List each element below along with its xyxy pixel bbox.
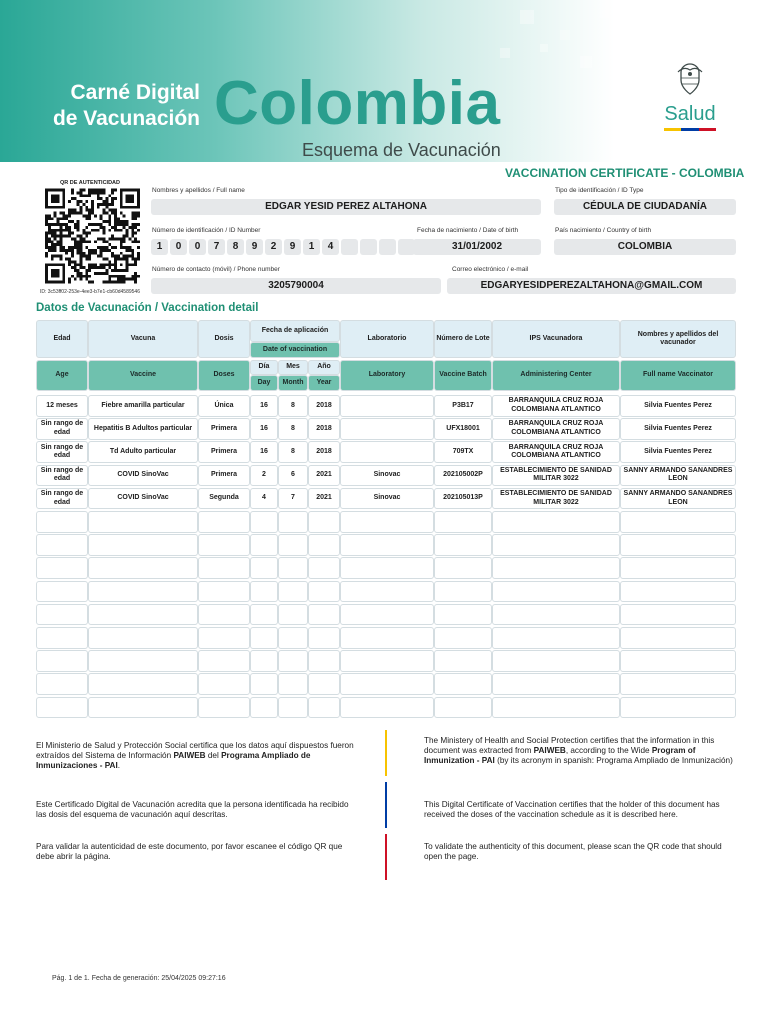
table-cell-dosis: Primera bbox=[198, 441, 250, 463]
footer-es-3: Para validar la autenticidad de este documento, por favor escanee el código QR que debe abrir la página. bbox=[36, 842, 343, 861]
idnum-label: Número de identificación / ID Number bbox=[152, 227, 261, 234]
id-number-digits bbox=[151, 239, 434, 255]
table-cell-dosis bbox=[198, 697, 250, 719]
table-cell-dia bbox=[250, 511, 278, 533]
footer-en-1: The Ministery of Health and Social Protection certifies that the information in this document was extracted from PAIWEB, according to the Wide Program of Inmunization - PAI (by its acronym in spanish: Programa Ampliado de Inmunización) bbox=[424, 736, 733, 765]
th-doses: Doses bbox=[198, 360, 250, 391]
table-cell-vacuna bbox=[88, 627, 198, 649]
th-lote: Número de Lote bbox=[434, 320, 492, 358]
table-cell-dosis bbox=[198, 627, 250, 649]
table-cell-ano bbox=[308, 534, 340, 556]
table-cell-edad bbox=[36, 557, 88, 579]
table-cell-dia: 4 bbox=[250, 488, 278, 510]
table-cell-dia bbox=[250, 697, 278, 719]
table-cell-vacuna: Td Adulto particular bbox=[88, 441, 198, 463]
table-cell-ano bbox=[308, 650, 340, 672]
table-cell-ano bbox=[308, 697, 340, 719]
qr-label: QR DE AUTENTICIDAD bbox=[60, 180, 120, 186]
table-cell-dia: 16 bbox=[250, 441, 278, 463]
table-cell-dia bbox=[250, 673, 278, 695]
flag-stripe bbox=[664, 128, 716, 131]
footer-es-2: Este Certificado Digital de Vacunación acredita que la persona identificada ha recibido las dosis del esquema de vacunación aquí descritas. bbox=[36, 800, 349, 819]
table-cell-vacunador bbox=[620, 650, 736, 672]
table-cell-edad bbox=[36, 673, 88, 695]
th-vaccinator: Full name Vaccinator bbox=[620, 360, 736, 391]
table-cell-lote bbox=[434, 697, 492, 719]
table-cell-dia bbox=[250, 534, 278, 556]
footer-en-3: To validate the authenticity of this document, please scan the QR code that should open the page. bbox=[424, 842, 722, 861]
birth-date-field: 31/01/2002 bbox=[413, 239, 541, 255]
phone-field: 3205790004 bbox=[151, 278, 441, 294]
id-type-field: CÉDULA DE CIUDADANÍA bbox=[554, 199, 736, 215]
table-cell-ips: BARRANQUILA CRUZ ROJA COLOMBIANA ATLANTICO bbox=[492, 418, 620, 440]
table-cell-lab bbox=[340, 441, 434, 463]
table-cell-ano bbox=[308, 511, 340, 533]
header-banner bbox=[0, 0, 768, 162]
table-cell-dia bbox=[250, 627, 278, 649]
table-cell-mes bbox=[278, 650, 308, 672]
table-cell-vacuna: COVID SinoVac bbox=[88, 488, 198, 510]
table-cell-dia: 16 bbox=[250, 418, 278, 440]
table-cell-lote: 202105013P bbox=[434, 488, 492, 510]
id-digit: 4 bbox=[322, 239, 339, 255]
table-cell-dosis bbox=[198, 534, 250, 556]
generation-date: Pág. 1 de 1. Fecha de generación: 25/04/2025 09:27:16 bbox=[52, 975, 226, 982]
table-cell-ips bbox=[492, 697, 620, 719]
table-cell-ips bbox=[492, 650, 620, 672]
table-cell-vacunador: SANNY ARMANDO SANANDRES LEON bbox=[620, 488, 736, 510]
table-cell-dosis: Primera bbox=[198, 465, 250, 487]
th-mes: Mes bbox=[278, 360, 308, 375]
salud-logo: Salud bbox=[660, 62, 720, 134]
table-cell-vacunador bbox=[620, 557, 736, 579]
id-digit: 7 bbox=[208, 239, 225, 255]
table-cell-vacuna bbox=[88, 650, 198, 672]
id-digit bbox=[379, 239, 396, 255]
table-cell-ano bbox=[308, 627, 340, 649]
qr-code-icon[interactable] bbox=[45, 187, 140, 285]
table-cell-ano: 2018 bbox=[308, 441, 340, 463]
table-cell-ips bbox=[492, 581, 620, 603]
country-label: País nacimiento / Country of birth bbox=[555, 227, 652, 234]
country-field: COLOMBIA bbox=[554, 239, 736, 255]
th-year: Year bbox=[308, 375, 340, 391]
th-vacunador: Nombres y apellidos del vacunador bbox=[620, 320, 736, 358]
email-label: Correo electrónico / e-mail bbox=[452, 266, 529, 273]
header-title-small: Carné Digital de Vacunación bbox=[52, 81, 200, 130]
table-cell-vacuna: Hepatitis B Adultos particular bbox=[88, 418, 198, 440]
table-cell-vacuna bbox=[88, 534, 198, 556]
table-cell-edad bbox=[36, 604, 88, 626]
id-digit: 9 bbox=[246, 239, 263, 255]
table-cell-vacuna bbox=[88, 581, 198, 603]
id-digit: 0 bbox=[189, 239, 206, 255]
table-cell-lab bbox=[340, 418, 434, 440]
idtype-label: Tipo de identificación / ID Type bbox=[555, 187, 644, 194]
id-digit: 0 bbox=[170, 239, 187, 255]
table-cell-lote bbox=[434, 673, 492, 695]
table-cell-mes bbox=[278, 697, 308, 719]
table-cell-edad bbox=[36, 697, 88, 719]
table-cell-lab bbox=[340, 627, 434, 649]
table-cell-lote bbox=[434, 534, 492, 556]
table-cell-lab bbox=[340, 534, 434, 556]
table-cell-ips bbox=[492, 627, 620, 649]
section-title: Datos de Vacunación / Vaccination detail bbox=[36, 302, 259, 314]
table-cell-edad: Sin rango de edad bbox=[36, 488, 88, 510]
table-cell-vacunador: Silvia Fuentes Perez bbox=[620, 395, 736, 417]
id-digit bbox=[360, 239, 377, 255]
table-cell-lote: 709TX bbox=[434, 441, 492, 463]
table-cell-edad: Sin rango de edad bbox=[36, 465, 88, 487]
table-cell-mes: 8 bbox=[278, 418, 308, 440]
full-name-field: EDGAR YESID PEREZ ALTAHONA bbox=[151, 199, 541, 215]
table-cell-lab bbox=[340, 581, 434, 603]
table-cell-ips bbox=[492, 673, 620, 695]
table-cell-dosis bbox=[198, 511, 250, 533]
table-cell-ips: BARRANQUILA CRUZ ROJA COLOMBIANA ATLANTICO bbox=[492, 441, 620, 463]
divider-blue bbox=[385, 782, 387, 828]
table-cell-lote: UFX18001 bbox=[434, 418, 492, 440]
th-laboratorio: Laboratorio bbox=[340, 320, 434, 358]
table-cell-vacuna: Fiebre amarilla particular bbox=[88, 395, 198, 417]
table-cell-lote bbox=[434, 557, 492, 579]
table-cell-edad bbox=[36, 627, 88, 649]
table-cell-mes: 8 bbox=[278, 395, 308, 417]
table-cell-vacuna bbox=[88, 604, 198, 626]
table-cell-mes bbox=[278, 557, 308, 579]
table-cell-ips: ESTABLECIMIENTO DE SANIDAD MILITAR 3022 bbox=[492, 465, 620, 487]
coat-of-arms-icon bbox=[675, 62, 705, 98]
birth-label: Fecha de nacimiento / Date of birth bbox=[417, 227, 519, 234]
th-fecha-sub: Date of vaccination bbox=[250, 342, 340, 358]
table-cell-ips bbox=[492, 604, 620, 626]
table-cell-vacunador: SANNY ARMANDO SANANDRES LEON bbox=[620, 465, 736, 487]
table-cell-edad: Sin rango de edad bbox=[36, 441, 88, 463]
header-country: Colombia bbox=[214, 69, 501, 138]
table-cell-vacuna bbox=[88, 673, 198, 695]
table-cell-dia: 2 bbox=[250, 465, 278, 487]
table-cell-ano: 2021 bbox=[308, 465, 340, 487]
phone-label: Número de contacto (móvil) / Phone number bbox=[152, 266, 280, 273]
table-cell-dosis bbox=[198, 650, 250, 672]
table-cell-edad bbox=[36, 650, 88, 672]
table-cell-dia bbox=[250, 557, 278, 579]
table-cell-lote bbox=[434, 650, 492, 672]
certificate-title: VACCINATION CERTIFICATE - COLOMBIA bbox=[505, 166, 745, 180]
th-fecha: Fecha de aplicación bbox=[250, 320, 340, 342]
table-cell-vacunador bbox=[620, 697, 736, 719]
table-cell-ano: 2018 bbox=[308, 395, 340, 417]
table-cell-edad: Sin rango de edad bbox=[36, 418, 88, 440]
table-cell-dia bbox=[250, 604, 278, 626]
table-cell-dosis: Única bbox=[198, 395, 250, 417]
table-cell-mes: 6 bbox=[278, 465, 308, 487]
table-cell-ano bbox=[308, 581, 340, 603]
id-digit: 1 bbox=[151, 239, 168, 255]
table-cell-vacunador: Silvia Fuentes Perez bbox=[620, 441, 736, 463]
table-cell-vacunador bbox=[620, 627, 736, 649]
table-cell-lote: 202105002P bbox=[434, 465, 492, 487]
divider-yellow bbox=[385, 730, 387, 776]
table-cell-edad bbox=[36, 511, 88, 533]
table-cell-mes bbox=[278, 673, 308, 695]
th-batch: Vaccine Batch bbox=[434, 360, 492, 391]
table-cell-vacunador bbox=[620, 581, 736, 603]
footer-en-2: This Digital Certificate of Vaccination certifies that the holder of this document has received the doses of the vaccination schedule as it is described here. bbox=[424, 800, 720, 819]
table-cell-ano: 2018 bbox=[308, 418, 340, 440]
table-cell-edad bbox=[36, 534, 88, 556]
table-cell-vacunador bbox=[620, 511, 736, 533]
table-cell-lab bbox=[340, 557, 434, 579]
table-cell-dia: 16 bbox=[250, 395, 278, 417]
table-cell-lote bbox=[434, 511, 492, 533]
table-cell-vacuna bbox=[88, 511, 198, 533]
table-cell-vacuna bbox=[88, 697, 198, 719]
table-cell-lab bbox=[340, 395, 434, 417]
table-cell-ips: ESTABLECIMIENTO DE SANIDAD MILITAR 3022 bbox=[492, 488, 620, 510]
table-cell-edad bbox=[36, 581, 88, 603]
table-cell-dosis bbox=[198, 604, 250, 626]
id-digit bbox=[341, 239, 358, 255]
table-cell-dia bbox=[250, 650, 278, 672]
email-field: EDGARYESIDPEREZALTAHONA@GMAIL.COM bbox=[447, 278, 736, 294]
table-cell-edad: 12 meses bbox=[36, 395, 88, 417]
table-cell-vacunador bbox=[620, 534, 736, 556]
table-cell-vacunador bbox=[620, 604, 736, 626]
table-cell-ano bbox=[308, 673, 340, 695]
table-cell-lab: Sinovac bbox=[340, 465, 434, 487]
th-dia: Día bbox=[250, 360, 278, 375]
th-month: Month bbox=[278, 375, 308, 391]
divider-red bbox=[385, 834, 387, 880]
id-digit: 9 bbox=[284, 239, 301, 255]
name-label: Nombres y apellidos / Full name bbox=[152, 187, 245, 194]
table-cell-vacuna bbox=[88, 557, 198, 579]
table-cell-lab: Sinovac bbox=[340, 488, 434, 510]
table-cell-dosis bbox=[198, 581, 250, 603]
table-cell-ips: BARRANQUILA CRUZ ROJA COLOMBIANA ATLANTICO bbox=[492, 395, 620, 417]
table-cell-mes bbox=[278, 511, 308, 533]
table-cell-dosis: Segunda bbox=[198, 488, 250, 510]
table-cell-mes bbox=[278, 581, 308, 603]
th-edad: Edad bbox=[36, 320, 88, 358]
id-digit: 8 bbox=[227, 239, 244, 255]
table-cell-ano bbox=[308, 557, 340, 579]
th-center: Administering Center bbox=[492, 360, 620, 391]
th-dosis: Dosis bbox=[198, 320, 250, 358]
table-cell-lab bbox=[340, 511, 434, 533]
th-vaccine: Vaccine bbox=[88, 360, 198, 391]
footer-es-1: El Ministerio de Salud y Protección Social certifica que los datos aquí dispuestos fueron extraídos del Sistema de Información PAIWEB del Programa Ampliado de Inmunizaciones - PAI. bbox=[36, 741, 354, 770]
table-cell-lab bbox=[340, 697, 434, 719]
id-digit: 2 bbox=[265, 239, 282, 255]
table-cell-dosis: Primera bbox=[198, 418, 250, 440]
table-cell-lote bbox=[434, 627, 492, 649]
table-cell-lab bbox=[340, 604, 434, 626]
table-cell-lote bbox=[434, 604, 492, 626]
th-ano: Año bbox=[308, 360, 340, 375]
table-cell-vacuna: COVID SinoVac bbox=[88, 465, 198, 487]
header-subtitle: Esquema de Vacunación bbox=[302, 140, 501, 160]
table-cell-mes bbox=[278, 604, 308, 626]
table-cell-vacunador bbox=[620, 673, 736, 695]
table-cell-mes bbox=[278, 534, 308, 556]
table-cell-ips bbox=[492, 511, 620, 533]
th-day: Day bbox=[250, 375, 278, 391]
table-cell-mes: 8 bbox=[278, 441, 308, 463]
th-laboratory: Laboratory bbox=[340, 360, 434, 391]
th-ips: IPS Vacunadora bbox=[492, 320, 620, 358]
table-cell-dia bbox=[250, 581, 278, 603]
table-cell-lote bbox=[434, 581, 492, 603]
table-cell-vacunador: Silvia Fuentes Perez bbox=[620, 418, 736, 440]
qr-id: ID: 3c53ff02-253e-4ee3-b7e1-cb60d4589546 bbox=[40, 289, 140, 295]
table-cell-ips bbox=[492, 557, 620, 579]
th-age: Age bbox=[36, 360, 88, 391]
table-cell-lote: P3B17 bbox=[434, 395, 492, 417]
table-cell-mes bbox=[278, 627, 308, 649]
table-cell-ips bbox=[492, 534, 620, 556]
th-vacuna: Vacuna bbox=[88, 320, 198, 358]
table-cell-dosis bbox=[198, 557, 250, 579]
table-cell-mes: 7 bbox=[278, 488, 308, 510]
table-cell-lab bbox=[340, 673, 434, 695]
table-cell-ano: 2021 bbox=[308, 488, 340, 510]
table-cell-dosis bbox=[198, 673, 250, 695]
id-digit: 1 bbox=[303, 239, 320, 255]
table-cell-ano bbox=[308, 604, 340, 626]
table-cell-lab bbox=[340, 650, 434, 672]
